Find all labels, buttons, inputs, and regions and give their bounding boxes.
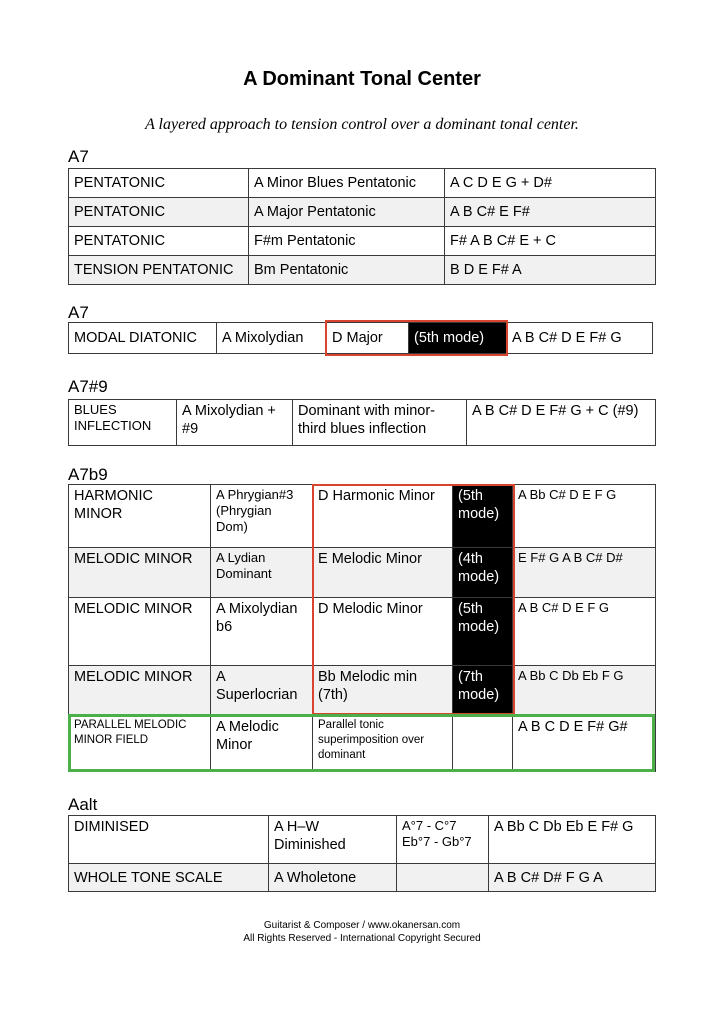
- scale-cell: F#m Pentatonic: [249, 227, 445, 256]
- category-cell: MODAL DIATONIC: [69, 323, 217, 354]
- parent-scale-cell: D Melodic Minor: [313, 598, 453, 666]
- notes-cell: A Bb C Db Eb F G: [513, 666, 656, 716]
- notes-cell: E F# G A B C# D#: [513, 548, 656, 598]
- chords-cell: A°7 - C°7 Eb°7 - Gb°7: [397, 816, 489, 864]
- category-cell: WHOLE TONE SCALE: [69, 864, 269, 892]
- notes-cell: A B C# D E F# G: [507, 323, 653, 354]
- table-row: [69, 323, 653, 354]
- description-cell: Dominant with minor-third blues inflection: [293, 400, 467, 446]
- scale-cell: A Phrygian#3 (Phrygian Dom): [211, 485, 313, 548]
- mode-cell: (4th mode): [453, 548, 513, 598]
- parent-scale-cell: E Melodic Minor: [313, 548, 453, 598]
- parent-scale-cell: D Harmonic Minor: [313, 485, 453, 548]
- table-row: [69, 864, 656, 892]
- category-cell: DIMINISED: [69, 816, 269, 864]
- table-row: [69, 169, 656, 198]
- table-row: [69, 666, 656, 716]
- scale-cell: A H–W Diminished: [269, 816, 397, 864]
- notes-cell: A Bb C Db Eb E F# G: [489, 816, 656, 864]
- footer-copyright: All Rights Reserved - International Copyright Secured: [243, 933, 481, 944]
- table-row: [69, 548, 656, 598]
- scale-cell: A Mixolydian + #9: [177, 400, 293, 446]
- mode-cell: (5th mode): [409, 323, 507, 354]
- table-row: [69, 400, 656, 446]
- page-subtitle: A layered approach to tension control over a dominant tonal center.: [145, 116, 579, 133]
- notes-cell: A B C D E F# G#: [513, 716, 656, 772]
- mode-cell: [453, 716, 513, 772]
- section-heading-a7b9: A7b9: [68, 465, 108, 484]
- table-row: [69, 816, 656, 864]
- table-row: [69, 598, 656, 666]
- scale-cell: A Wholetone: [269, 864, 397, 892]
- category-cell: TENSION PENTATONIC: [69, 256, 249, 285]
- altered-table: [68, 815, 656, 892]
- table-row: [69, 256, 656, 285]
- category-cell: PENTATONIC: [69, 198, 249, 227]
- notes-cell: A C D E G + D#: [445, 169, 656, 198]
- scale-cell: A Melodic Minor: [211, 716, 313, 772]
- category-cell: MELODIC MINOR: [69, 548, 211, 598]
- category-cell: HARMONIC MINOR: [69, 485, 211, 548]
- notes-cell: F# A B C# E + C: [445, 227, 656, 256]
- scale-cell: A Minor Blues Pentatonic: [249, 169, 445, 198]
- page-title: A Dominant Tonal Center: [243, 68, 481, 90]
- chords-cell: [397, 864, 489, 892]
- table-row: [69, 485, 656, 548]
- footer-credit: Guitarist & Composer / www.okanersan.com: [263, 920, 461, 931]
- category-cell: PENTATONIC: [69, 169, 249, 198]
- category-cell: PENTATONIC: [69, 227, 249, 256]
- scale-cell: A Lydian Dominant: [211, 548, 313, 598]
- mode-cell: (7th mode): [453, 666, 513, 716]
- parent-scale-cell: Bb Melodic min (7th): [313, 666, 453, 716]
- notes-cell: A Bb C# D E F G: [513, 485, 656, 548]
- modal-diatonic-table: [68, 322, 653, 354]
- scale-cell: A Superlocrian: [211, 666, 313, 716]
- table-row: [69, 716, 656, 772]
- a7b9-table: [68, 484, 656, 772]
- category-cell: MELODIC MINOR: [69, 598, 211, 666]
- section-heading-a7-modal: A7: [68, 303, 89, 322]
- table-row: [69, 198, 656, 227]
- notes-cell: A B C# D# F G A: [489, 864, 656, 892]
- section-heading-a7-pentatonic: A7: [68, 147, 89, 166]
- scale-cell: A Major Pentatonic: [249, 198, 445, 227]
- notes-cell: B D E F# A: [445, 256, 656, 285]
- parent-scale-cell: D Major: [327, 323, 409, 354]
- notes-cell: A B C# D E F G: [513, 598, 656, 666]
- section-heading-aalt: Aalt: [68, 795, 98, 814]
- category-cell: BLUES INFLECTION: [69, 400, 177, 446]
- notes-cell: A B C# D E F# G + C (#9): [467, 400, 656, 446]
- mode-cell: (5th mode): [453, 485, 513, 548]
- notes-cell: A B C# E F#: [445, 198, 656, 227]
- category-cell: MELODIC MINOR: [69, 666, 211, 716]
- blues-inflection-table: [68, 399, 656, 446]
- scale-cell: A Mixolydian: [217, 323, 327, 354]
- description-cell: Parallel tonic superimposition over dominant: [313, 716, 453, 772]
- scale-cell: Bm Pentatonic: [249, 256, 445, 285]
- mode-cell: (5th mode): [453, 598, 513, 666]
- category-cell: PARALLEL MELODIC MINOR FIELD: [69, 716, 211, 772]
- table-row: [69, 227, 656, 256]
- section-heading-a7sharp9: A7#9: [68, 377, 108, 396]
- pentatonic-table: [68, 168, 656, 285]
- scale-cell: A Mixolydian b6: [211, 598, 313, 666]
